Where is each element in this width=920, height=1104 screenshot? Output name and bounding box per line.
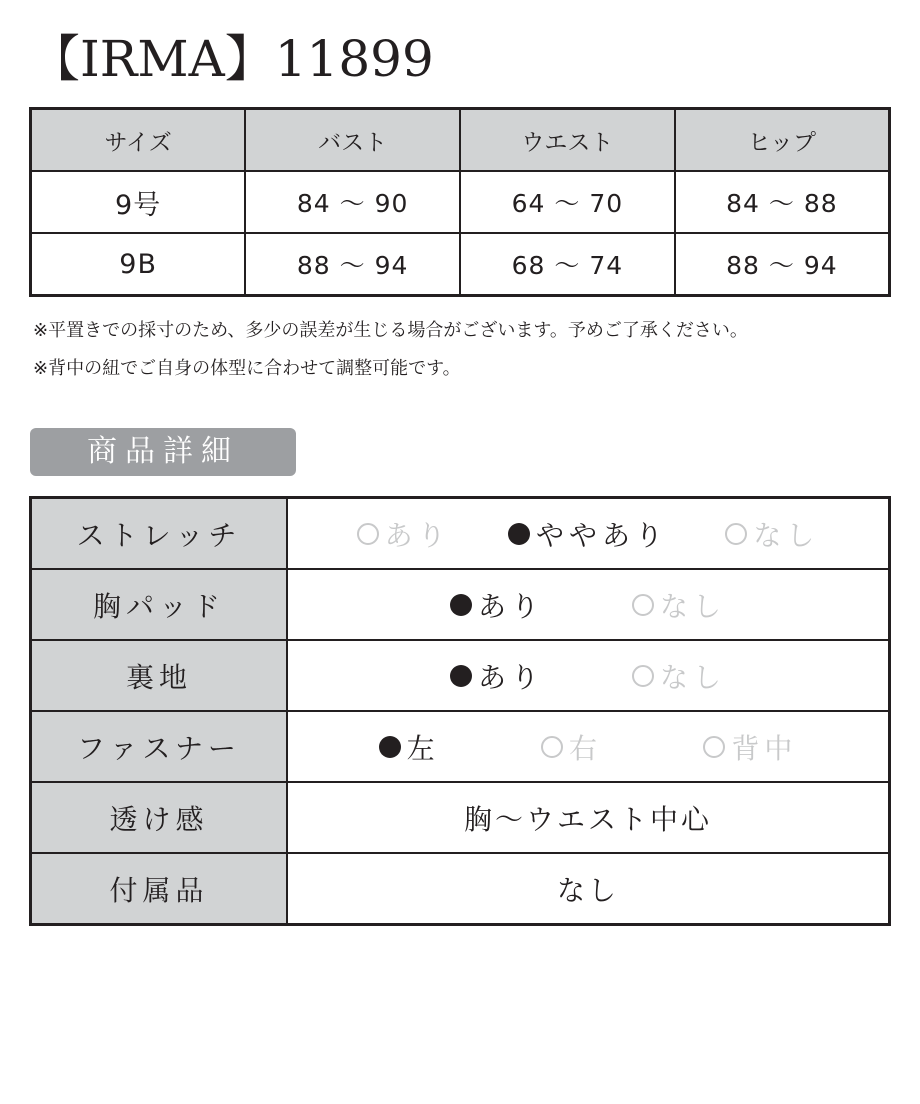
option-fastener-left <box>379 727 440 767</box>
option-label: 右 <box>568 731 602 765</box>
option-label: あり <box>384 518 451 552</box>
detail-row-chest-pad <box>31 569 890 640</box>
bust-value: 84 〜 90 <box>245 171 460 233</box>
detail-row-fastener <box>31 711 890 782</box>
detail-row-stretch <box>31 498 890 570</box>
option-lining-no <box>632 656 726 696</box>
note-line: ※平置きでの採寸のため、多少の誤差が生じる場合がございます。予めご了承ください。 <box>33 320 748 341</box>
circle-filled-icon <box>508 523 530 545</box>
product-details-table <box>29 496 891 926</box>
detail-options <box>287 711 890 782</box>
circle-outline-icon <box>703 736 725 758</box>
header-hip: ヒップ <box>675 109 890 172</box>
note-line: ※背中の紐でご自身の体型に合わせて調整可能です。 <box>33 358 461 379</box>
detail-options <box>287 498 890 570</box>
page-title: 【IRMA】11899 <box>30 30 434 88</box>
detail-label: ファスナー <box>31 711 288 782</box>
table-row <box>31 171 890 233</box>
detail-row-accessories <box>31 853 890 925</box>
hip-value: 84 〜 88 <box>675 171 890 233</box>
size-label: 9号 <box>31 171 246 233</box>
waist-value: 68 〜 74 <box>460 233 675 296</box>
table-row <box>31 233 890 296</box>
circle-outline-icon <box>725 523 747 545</box>
detail-label: 透け感 <box>31 782 288 853</box>
waist-value: 64 〜 70 <box>460 171 675 233</box>
detail-label: ストレッチ <box>31 498 288 570</box>
detail-label: 裏地 <box>31 640 288 711</box>
header-bust: バスト <box>245 109 460 172</box>
option-label: 左 <box>406 731 440 765</box>
header-waist: ウエスト <box>460 109 675 172</box>
circle-outline-icon <box>632 594 654 616</box>
option-label: なし <box>660 589 727 623</box>
option-stretch-yes <box>357 514 451 554</box>
option-label: 背中 <box>731 731 798 765</box>
option-label: あり <box>477 589 544 623</box>
accessories-value: なし <box>287 853 890 925</box>
option-fastener-right <box>541 727 602 767</box>
detail-row-lining <box>31 640 890 711</box>
option-pad-no <box>632 585 726 625</box>
circle-outline-icon <box>357 523 379 545</box>
size-notes <box>33 312 748 388</box>
option-label: なし <box>660 660 727 694</box>
option-stretch-slight <box>508 514 668 554</box>
size-header-row <box>31 109 890 172</box>
option-label: ややあり <box>535 518 668 552</box>
circle-filled-icon <box>379 736 401 758</box>
option-fastener-back <box>703 727 797 767</box>
header-size: サイズ <box>31 109 246 172</box>
detail-options <box>287 569 890 640</box>
size-label: 9B <box>31 233 246 296</box>
bust-value: 88 〜 94 <box>245 233 460 296</box>
option-pad-yes <box>450 585 544 625</box>
option-stretch-no <box>725 514 819 554</box>
circle-filled-icon <box>450 665 472 687</box>
hip-value: 88 〜 94 <box>675 233 890 296</box>
detail-label: 胸パッド <box>31 569 288 640</box>
circle-outline-icon <box>541 736 563 758</box>
detail-row-sheerness <box>31 782 890 853</box>
detail-label: 付属品 <box>31 853 288 925</box>
section-title-badge: 商品詳細 <box>30 428 296 476</box>
option-lining-yes <box>450 656 544 696</box>
circle-filled-icon <box>450 594 472 616</box>
circle-outline-icon <box>632 665 654 687</box>
detail-options <box>287 640 890 711</box>
size-chart-table <box>29 107 891 297</box>
sheerness-value: 胸〜ウエスト中心 <box>287 782 890 853</box>
option-label: なし <box>753 518 820 552</box>
option-label: あり <box>477 660 544 694</box>
